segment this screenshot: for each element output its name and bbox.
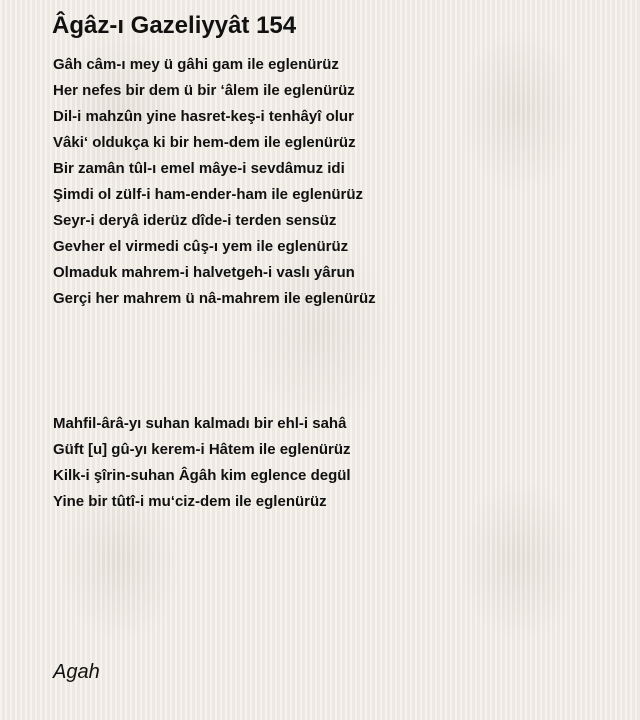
verse-line: Kilk-i şîrin-suhan Âgâh kim eglence degül: [53, 467, 351, 484]
stanza-1: [53, 52, 376, 312]
poem-author: Agah: [53, 661, 100, 683]
verse-line: Seyr-i deryâ iderüz dîde-i terden sensüz: [53, 212, 337, 229]
verse-line: Bir zamân tûl-ı emel mâye-i sevdâmuz idi: [53, 160, 345, 177]
stanza-2: [53, 411, 351, 515]
verse-line: Vâki‘ oldukça ki bir hem-dem ile eglenürüz: [53, 134, 356, 151]
verse-line: Gâh câm-ı mey ü gâhi gam ile eglenürüz: [53, 56, 339, 73]
verse-line: Gerçi her mahrem ü nâ-mahrem ile eglenürüz: [53, 290, 376, 307]
poem-title: Âgâz-ı Gazeliyyât 154: [52, 12, 297, 39]
verse-line: Olmaduk mahrem-i halvetgeh-i vaslı yârun: [53, 264, 355, 281]
verse-line: Gevher el virmedi cûş-ı yem ile eglenürüz: [53, 238, 349, 255]
verse-line: Güft [u] gû-yı kerem-i Hâtem ile eglenürüz: [53, 441, 351, 458]
verse-line: Yine bir tûtî-i mu‘ciz-dem ile eglenürüz: [53, 493, 327, 510]
verse-line: Her nefes bir dem ü bir ‘âlem ile eglenürüz: [53, 82, 355, 99]
verse-line: Dil-i mahzûn yine hasret-keş-i tenhâyî olur: [53, 108, 354, 125]
verse-line: Şimdi ol zülf-i ham-ender-ham ile eglenürüz: [53, 186, 364, 203]
verse-line: Mahfil-ârâ-yı suhan kalmadı bir ehl-i sahâ: [53, 415, 347, 432]
